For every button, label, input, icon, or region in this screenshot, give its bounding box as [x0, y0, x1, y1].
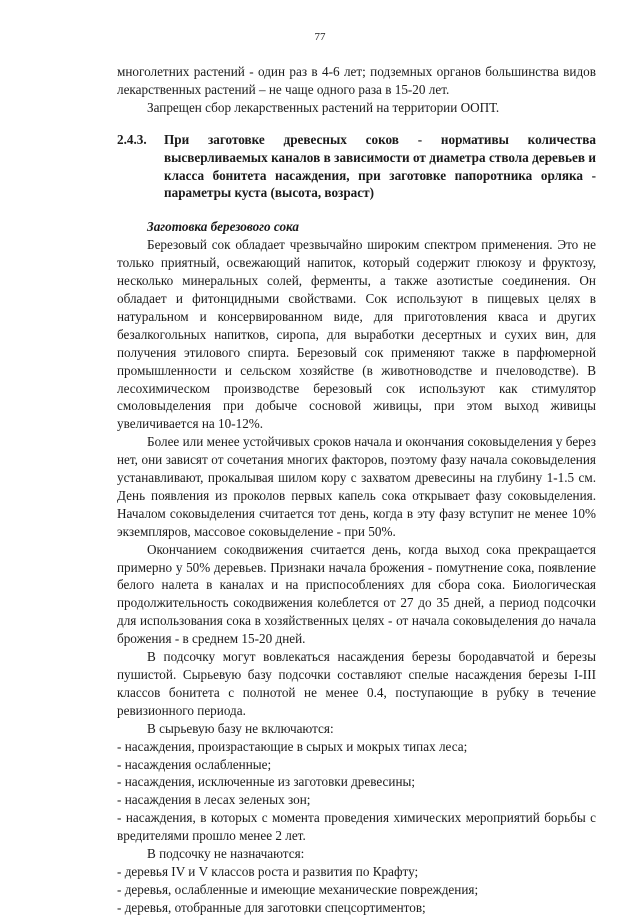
- list-item: - насаждения, исключенные из заготовки древесины;: [117, 774, 416, 790]
- paragraph: В подсочку могут вовлекаться насаждения березы бородавчатой и березы пушистой. Сырьевую базу подсочки составляют спелые насаждения березы I-III классов бонитета с полнотой не менее 0.4, поступающие в рубку в течение ревизионного периода.: [117, 649, 596, 718]
- paragraph: Березовый сок обладает чрезвычайно широким спектром применения. Это не только приятный, освежающий напиток, который содержит глюкозу и фруктозу, несколько минеральных солей, ферменты, а также азотистые соединения. Он обладает и фитонцидными свойствами. Сок используют в пищевых целях в натуральном и консервированном виде, для приготовления кваса и других безалкогольных напитков, сиропа, для выработки десертных и сухих вин, для получения этилового спирта. Березовый сок применяют также в парфюмерной промышленности и сельском хозяйстве (в животноводстве и пчеловодстве). В лесохимическом производстве березовый сок используют как стимулятор смоловыделения при добыче сосновой живицы, при этом выход живицы увеличивается на 10-12%.: [117, 237, 596, 432]
- not-assigned-heading: В подсочку не назначаются:: [147, 846, 305, 862]
- intro-paragraph: многолетних растений - один раз в 4-6 лет; подземных органов большинства видов лекарственных растений – не чаще одного раза в 15-20 лет.: [117, 64, 596, 97]
- excluded-heading: В сырьевую базу не включаются:: [147, 720, 334, 736]
- subheading: Заготовка березового сока: [147, 219, 299, 235]
- list-item: - насаждения, произрастающие в сырых и мокрых типах леса;: [117, 738, 468, 754]
- section-heading: [117, 131, 596, 203]
- prohibition-paragraph: Запрещен сбор лекарственных растений на территории ООПТ.: [147, 99, 500, 115]
- list-item: - деревья, отобранные для заготовки спецсортиментов;: [117, 899, 426, 915]
- paragraph: Более или менее устойчивых сроков начала и окончания соковыделения у берез нет, они зависят от сочетания многих факторов, поэтому фазу начала соковыделения устанавливают, прокалывая шилом кору с захватом древесины на глубину 1-1.5 см. День появления из проколов первых капель сока открывает фазу соковыделения. Началом соковыделения считается тот день, когда в эту фазу вступит не менее 10% экземпляров, массовое соковыделение - при 50%.: [117, 434, 596, 539]
- paragraph: Окончанием сокодвижения считается день, когда выход сока прекращается примерно у 50% деревьев. Признаки начала брожения - помутнение сока, появление белого налета в каналах и на приспособлениях для сбора сока. Биологическая продолжительность сокодвижения колеблется от 27 до 35 дней, а период подсочки для использования сока в хозяйственных целях - от начала соковыделения до начала брожения - в среднем 15-20 дней.: [117, 541, 596, 647]
- list-item: - насаждения в лесах зеленых зон;: [117, 792, 311, 808]
- list-item: - насаждения, в которых с момента проведения химических мероприятий борьбы с вредителями прошло менее 2 лет.: [117, 810, 596, 844]
- list-item: - деревья IV и V классов роста и развития по Крафту;: [117, 863, 419, 879]
- section-number: 2.4.3.: [117, 131, 147, 147]
- page-body: [117, 63, 596, 917]
- page-number: 77: [314, 31, 326, 43]
- list-item: - насаждения ослабленные;: [117, 756, 272, 772]
- section-title: При заготовке древесных соков - нормативы количества высверливаемых каналов в зависимости от диаметра ствола деревьев и класса бонитета насаждения, при заготовке папоротника орляка - параметры куста (высота, возраст): [164, 131, 596, 201]
- list-item: - деревья, ослабленные и имеющие механические повреждения;: [117, 881, 479, 897]
